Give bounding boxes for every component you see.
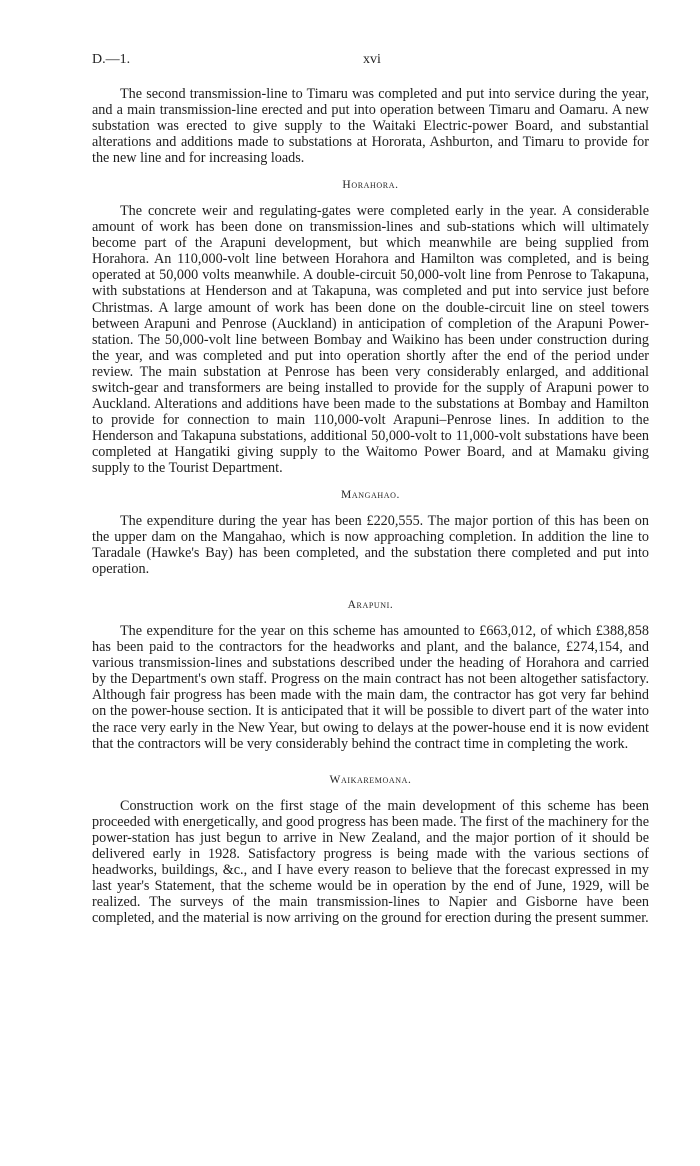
mangahao-paragraph: The expenditure during the year has been £220,555. The major portion of this has been on the upper dam on the Mangahao, which is now approaching completion. In addition the line to Taradale (Hawke's Bay) has been completed, and the substation there completed and put into operation. — [92, 513, 649, 578]
page-number: xvi — [363, 52, 381, 67]
heading-arapuni: Arapuni. — [347, 599, 394, 612]
intro-paragraph: The second transmission-line to Timaru was completed and put into service during the year, and a main transmission-line erected and put into operation between Timaru and Oamaru. A new substation was erected to give supply to the Waitaki Electric-power Board, and substantial alterations and additions made to substations at Hororata, Ashburton, and Timaru to provide for the new line and for increasing loads. — [92, 86, 649, 167]
heading-waikaremoana: Waikaremoana. — [329, 773, 412, 786]
arapuni-paragraph: The expenditure for the year on this scheme has amounted to £663,012, of which £388,858 has been paid to the contractors for the headworks and plant, and the balance, £274,154, and various transmission-lines and substations described under the heading of Horahora and carried by the Department's own staff. Progress on the main contract has not been altogether satisfactory. Although fair progress has been made with the main dam, the contractor has got very far behind on the power-house section. It is anticipated that it will be possible to divert part of the water into the race very early in the New Year, but owing to delays at the power-house end it is now evident that the contractors will be very considerably behind the contract time in completing the work. — [92, 623, 649, 752]
heading-horahora: Horahora. — [342, 179, 399, 192]
document-body — [92, 86, 649, 926]
horahora-paragraph: The concrete weir and regulating-gates were completed early in the year. A considerable amount of work has been done on transmission-lines and sub-stations which will ultimately become part of the Arapuni development, but which meanwhile are being supplied from Horahora. An 110,000-volt line between Horahora and Hamilton was completed, and is being operated at 50,000 volts meanwhile. A double-circuit 50,000-volt line from Penrose to Takapuna, with substations at Henderson and at Takapuna, was completed and put into service just before Christmas. A large amount of work has been done on the double-circuit line on steel towers between Arapuni and Penrose (Auckland) in anticipation of completion of the Arapuni Power-station. The 50,000-volt line between Bombay and Waikino has been under construction during the year, and was completed and put into operation shortly after the end of the period under review. The main substation at Penrose has been very considerably enlarged, and additional switch-gear and transformers are being installed to provide for the supply of Arapuni power to Auckland. Alterations and additions have been made to the substations at Bombay and Hamilton to provide for connection to main 110,000-volt Arapuni–Penrose lines. In addition to the Henderson and Takapuna substations, additional 50,000-volt to 11,000-volt substations have been completed at Hangatiki giving supply to the Waitomo Power Board, and at Mamaku giving supply to the Tourist Department. — [92, 203, 649, 476]
heading-mangahao: Mangahao. — [341, 489, 400, 502]
waikaremoana-paragraph: Construction work on the first stage of the main development of this scheme has been proceeded with energetically, and good progress has been made. The first of the machinery for the power-station has just begun to arrive in New Zealand, and the major portion of it should be delivered early in 1928. Satisfactory progress is being made with the various sections of headworks, buildings, &c., and I have every reason to believe that the forecast expressed in my last year's Statement, that the scheme would be in operation by the end of June, 1929, will be realized. The surveys of the main transmission-lines to Napier and Gisborne have been completed, and the material is now arriving on the ground for erection during the present summer. — [92, 797, 649, 926]
page-header — [92, 52, 652, 72]
document-reference: D.—1. — [92, 52, 131, 67]
